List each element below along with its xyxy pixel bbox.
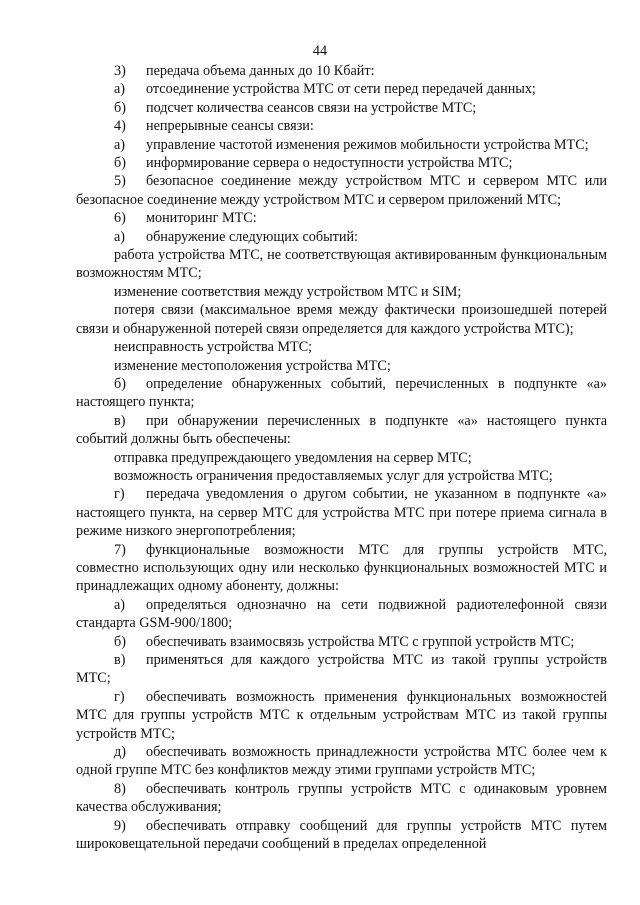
item-label: в): [114, 652, 126, 668]
item-label: б): [114, 633, 126, 650]
item-label: б): [114, 155, 126, 172]
paragraph: [76, 467, 607, 485]
paragraph: [76, 338, 607, 356]
paragraph-text: подсчет количества сеансов связи на устройстве МТС;: [146, 99, 477, 116]
paragraph: [76, 651, 607, 688]
paragraph: [76, 136, 607, 154]
item-label: 3): [114, 63, 126, 79]
document-body: [76, 62, 607, 853]
item-label: 7): [114, 541, 126, 558]
paragraph-text: неисправность устройства МТС;: [114, 339, 313, 356]
paragraph-text: обеспечивать возможность применения функциональных возможностей МТС для группы устройств МТС к отдельным устройствам МТС из такой группы устройств МТС;: [76, 688, 607, 742]
paragraph: [76, 485, 607, 540]
paragraph-text: обеспечивать возможность принадлежности устройства МТС более чем к одной группе МТС без конфликтов между этими группами устройств МТС;: [76, 744, 607, 779]
paragraph: [76, 412, 607, 449]
paragraph: [76, 596, 607, 633]
paragraph: [76, 301, 607, 338]
paragraph-text: передача уведомления о другом событии, не указанном в подпункте «а» настоящего пункта, на сервер МТС для устройства МТС при потере приема сигнала в режиме низкого энергопотребления;: [76, 486, 607, 540]
paragraph-text: определение обнаруженных событий, перечисленных в подпункте «а» настоящего пункта;: [76, 375, 607, 411]
item-label: 9): [114, 817, 126, 834]
page-number: 44: [312, 43, 328, 59]
paragraph-text: потеря связи (максимальное время между фактически произошедшей потерей связи и обнаруженной потерей связи определяется для каждого устройства МТС);: [76, 302, 607, 337]
paragraph-text: определяться однозначно на сети подвижной радиотелефонной связи стандарта GSM-900/1800;: [76, 596, 607, 632]
paragraph-text: передача объема данных до 10 Кбайт:: [146, 63, 375, 79]
item-label: г): [114, 688, 125, 705]
item-label: б): [114, 375, 126, 392]
paragraph: [76, 743, 607, 780]
item-label: а): [114, 228, 126, 245]
paragraph: [76, 209, 607, 227]
paragraph: [76, 228, 607, 246]
item-label: а): [114, 136, 126, 153]
paragraph: [76, 449, 607, 467]
paragraph: [76, 817, 607, 854]
paragraph: [76, 117, 607, 135]
paragraph: [76, 99, 607, 117]
paragraph-text: отсоединение устройства МТС от сети перед передачей данных;: [146, 81, 536, 98]
paragraph-text: работа устройства МТС, не соответствующая активированным функциональным возможностям МТС;: [76, 247, 607, 282]
item-label: 5): [114, 173, 126, 190]
item-label: д): [114, 744, 126, 761]
paragraph: [76, 246, 607, 283]
item-label: г): [114, 486, 125, 503]
paragraph-text: применяться для каждого устройства МТС из такой группы устройств МТС;: [76, 652, 607, 687]
item-label: 4): [114, 118, 126, 135]
paragraph-text: управление частотой изменения режимов мобильности устройства МТС;: [146, 136, 589, 153]
paragraph-text: возможность ограничения предоставляемых услуг для устройства МТС;: [114, 467, 553, 484]
paragraph: [76, 780, 607, 817]
item-label: 8): [114, 780, 126, 797]
paragraph: [76, 154, 607, 172]
paragraph-text: изменение соответствия между устройством МТС и SIM;: [114, 283, 462, 300]
paragraph-text: отправка предупреждающего уведомления на сервер МТС;: [114, 449, 472, 466]
paragraph-text: изменение местоположения устройства МТС;: [114, 357, 391, 374]
paragraph-text: непрерывные сеансы связи:: [146, 118, 314, 135]
paragraph-text: информирование сервера о недоступности устройства МТС;: [146, 155, 513, 172]
item-label: б): [114, 99, 126, 116]
paragraph-text: обеспечивать отправку сообщений для группы устройств МТС путем широковещательной передачи сообщений в пределах определенной: [76, 817, 607, 853]
paragraph: [76, 62, 607, 80]
paragraph-text: обеспечивать контроль группы устройств МТС с одинаковым уровнем качества обслуживания;: [76, 780, 607, 816]
item-label: а): [114, 81, 126, 98]
paragraph-text: безопасное соединение между устройством МТС и сервером МТС или безопасное соединение между устройством МТС и сервером приложений МТС;: [76, 173, 607, 208]
paragraph: [76, 633, 607, 651]
paragraph: [76, 688, 607, 743]
item-label: 6): [114, 210, 126, 227]
paragraph-text: обеспечивать взаимосвязь устройства МТС с группой устройств МТС;: [146, 633, 575, 650]
paragraph-text: при обнаружении перечисленных в подпункте «а» настоящего пункта событий должны быть обеспечены:: [76, 412, 607, 448]
paragraph-text: мониторинг МТС:: [146, 210, 257, 227]
paragraph-text: обнаружение следующих событий:: [146, 228, 358, 245]
paragraph: [76, 357, 607, 375]
paragraph: [76, 541, 607, 596]
paragraph: [76, 375, 607, 412]
item-label: а): [114, 596, 126, 613]
item-label: в): [114, 412, 126, 429]
paragraph-text: функциональные возможности МТС для группы устройств МТС, совместно использующих одну или несколько функциональных возможностей МТС и принадлежащих одному абоненту, должны:: [76, 541, 607, 595]
paragraph: [76, 80, 607, 98]
paragraph: [76, 172, 607, 209]
paragraph: [76, 283, 607, 301]
